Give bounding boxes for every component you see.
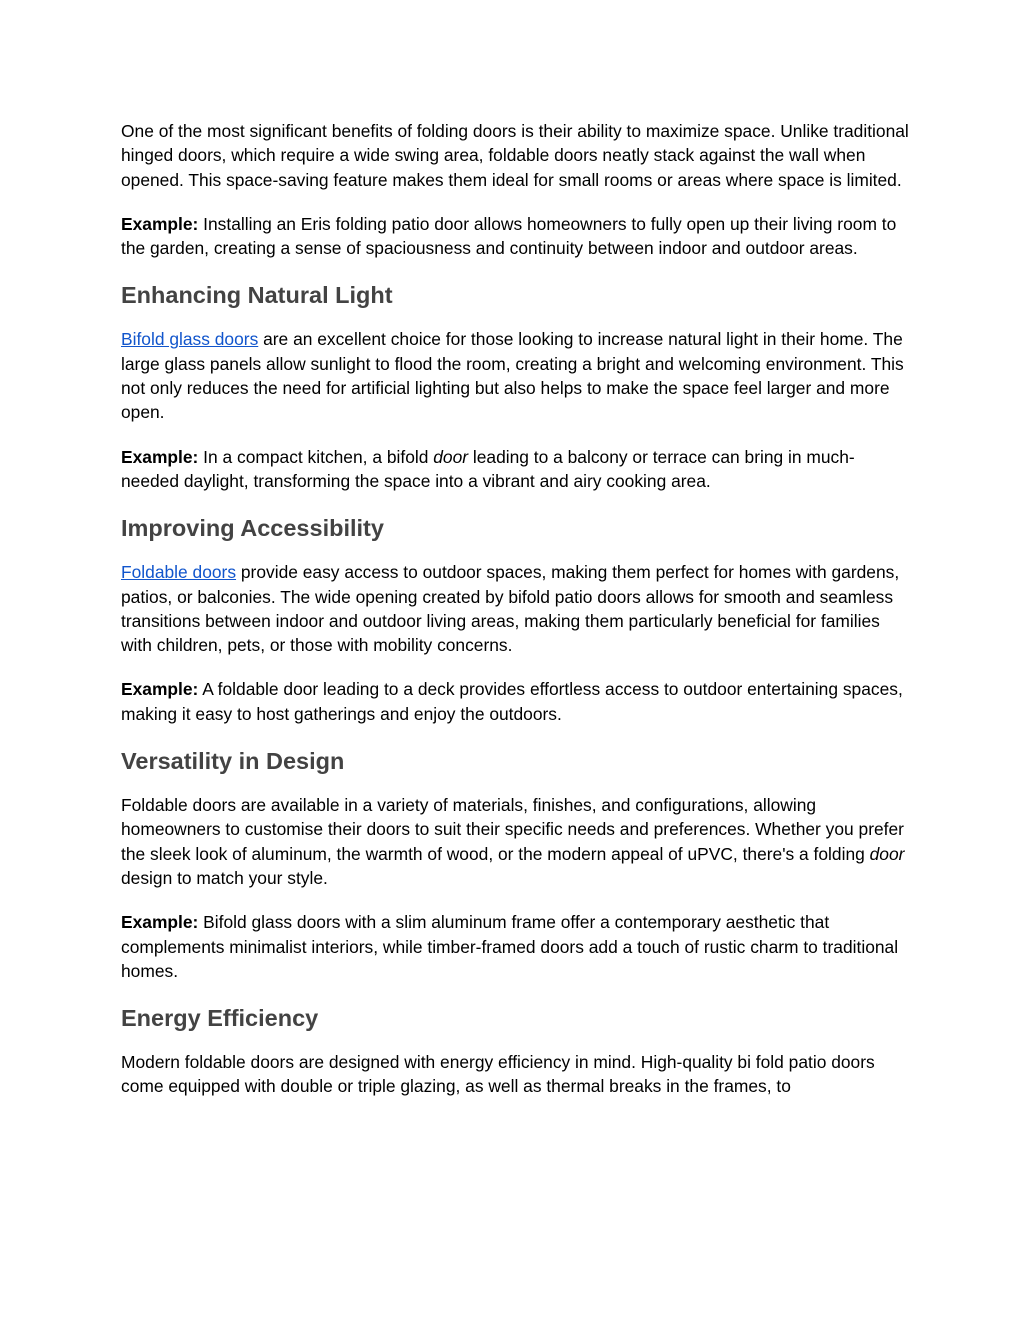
example-label: Example: <box>121 446 199 467</box>
design-text-end: design to match your style. <box>121 867 328 888</box>
design-paragraph <box>121 793 911 890</box>
foldable-doors-link[interactable]: Foldable doors <box>121 562 237 583</box>
light-paragraph <box>121 327 911 424</box>
light-example <box>121 445 911 494</box>
access-paragraph-text: provide easy access to outdoor spaces, making them perfect for homes with gardens, patios, or balconies. The wide opening created by bifold patio doors allows for smooth and seamless transitions between indoor and outdoor living areas, making them particularly beneficial for families with children, pets, or those with mobility concerns. <box>121 562 900 656</box>
intro-example <box>121 212 911 261</box>
energy-paragraph: Modern foldable doors are designed with energy efficiency in mind. High-quality bi fold patio doors come equipped with double or triple glazing, as well as thermal breaks in the frames, to <box>121 1052 875 1097</box>
design-example <box>121 910 911 983</box>
intro-paragraph: One of the most significant benefits of folding doors is their ability to maximize space. Unlike traditional hinged doors, which require a wide swing area, foldable doors neatly stack against the wall when opened. This space-saving feature makes them ideal for small rooms or areas where space is limited. <box>121 121 909 190</box>
document-page <box>121 119 911 1119</box>
example-italic-word: door <box>433 446 469 467</box>
heading-natural-light: Enhancing Natural Light <box>121 282 393 309</box>
design-text: Foldable doors are available in a variety of materials, finishes, and configurations, allowing homeowners to customise their doors to suit their specific needs and preferences. Whether you prefer the sleek look of aluminum, the warmth of wood, or the modern appeal of uPVC, there's a folding <box>121 795 904 864</box>
heading-energy: Energy Efficiency <box>121 1005 319 1032</box>
example-label: Example: <box>121 679 199 700</box>
example-text: A foldable door leading to a deck provides effortless access to outdoor entertaining spaces, making it easy to host gatherings and enjoy the outdoors. <box>121 679 903 724</box>
access-paragraph <box>121 560 911 657</box>
heading-design: Versatility in Design <box>121 748 345 775</box>
example-text: Bifold glass doors with a slim aluminum frame offer a contemporary aesthetic that complements minimalist interiors, while timber-framed doors add a touch of rustic charm to traditional homes. <box>121 912 899 981</box>
example-label: Example: <box>121 912 199 933</box>
access-example <box>121 677 911 726</box>
bifold-glass-doors-link[interactable]: Bifold glass doors <box>121 329 259 350</box>
example-label: Example: <box>121 213 199 234</box>
example-text-end: leading to a balcony or terrace can bring in much-needed daylight, transforming the space into a vibrant and airy cooking area. <box>121 446 855 491</box>
light-paragraph-text: are an excellent choice for those looking to increase natural light in their home. The large glass panels allow sunlight to flood the room, creating a bright and welcoming environment. This not only reduces the need for artificial lighting but also helps to make the space feel larger and more open. <box>121 329 904 423</box>
heading-accessibility: Improving Accessibility <box>121 515 384 542</box>
example-text: Installing an Eris folding patio door allows homeowners to fully open up their living room to the garden, creating a sense of spaciousness and continuity between indoor and outdoor areas. <box>121 213 897 259</box>
design-italic-word: door <box>869 843 905 864</box>
example-text: In a compact kitchen, a bifold <box>198 446 434 467</box>
